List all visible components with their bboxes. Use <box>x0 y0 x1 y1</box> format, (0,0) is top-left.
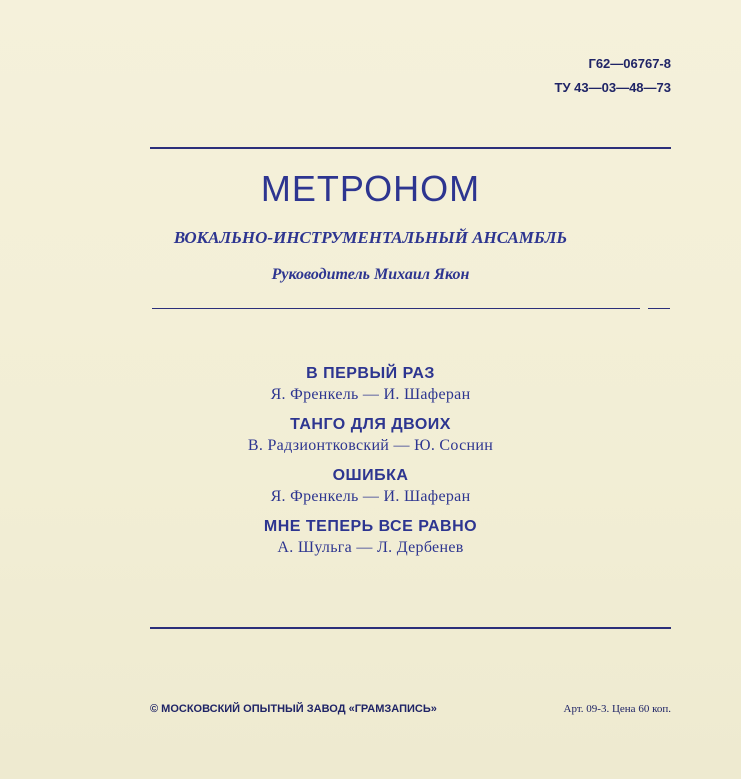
band-leader: Руководитель Михаил Якон <box>271 266 470 283</box>
track-authors: А. Шульга — Л. Дербенев <box>277 539 464 556</box>
track-authors: Я. Френкель — И. Шаферан <box>270 386 471 403</box>
publisher-line: © МОСКОВСКИЙ ОПЫТНЫЙ ЗАВОД «ГРАМЗАПИСЬ» <box>150 703 437 715</box>
catalog-info <box>555 52 671 100</box>
track-authors: В. Радзионтковский — Ю. Соснин <box>247 437 494 454</box>
track-authors: Я. Френкель — И. Шаферан <box>270 488 471 505</box>
band-subtitle: ВОКАЛЬНО-ИНСТРУМЕНТАЛЬНЫЙ АНСАМБЛЬ <box>173 228 568 247</box>
track-title: ОШИБКА <box>332 467 409 484</box>
bottom-rule <box>150 627 671 629</box>
track-title: В ПЕРВЫЙ РАЗ <box>306 365 435 382</box>
middle-rule-tail <box>648 308 670 309</box>
track-item <box>0 415 741 456</box>
band-title: МЕТРОНОМ <box>260 168 481 209</box>
catalog-number: Г62—06767-8 <box>588 56 671 71</box>
track-item <box>0 364 741 405</box>
track-title: МНЕ ТЕПЕРЬ ВСЕ РАВНО <box>263 518 478 535</box>
middle-rule <box>152 308 640 309</box>
track-title: ТАНГО ДЛЯ ДВОИХ <box>290 416 451 433</box>
track-item <box>0 517 741 558</box>
catalog-standard: ТУ 43—03—48—73 <box>554 80 671 95</box>
track-item <box>0 466 741 507</box>
top-rule <box>150 147 671 149</box>
price-line: Арт. 09-3. Цена 60 коп. <box>563 703 671 715</box>
track-list <box>0 364 741 568</box>
